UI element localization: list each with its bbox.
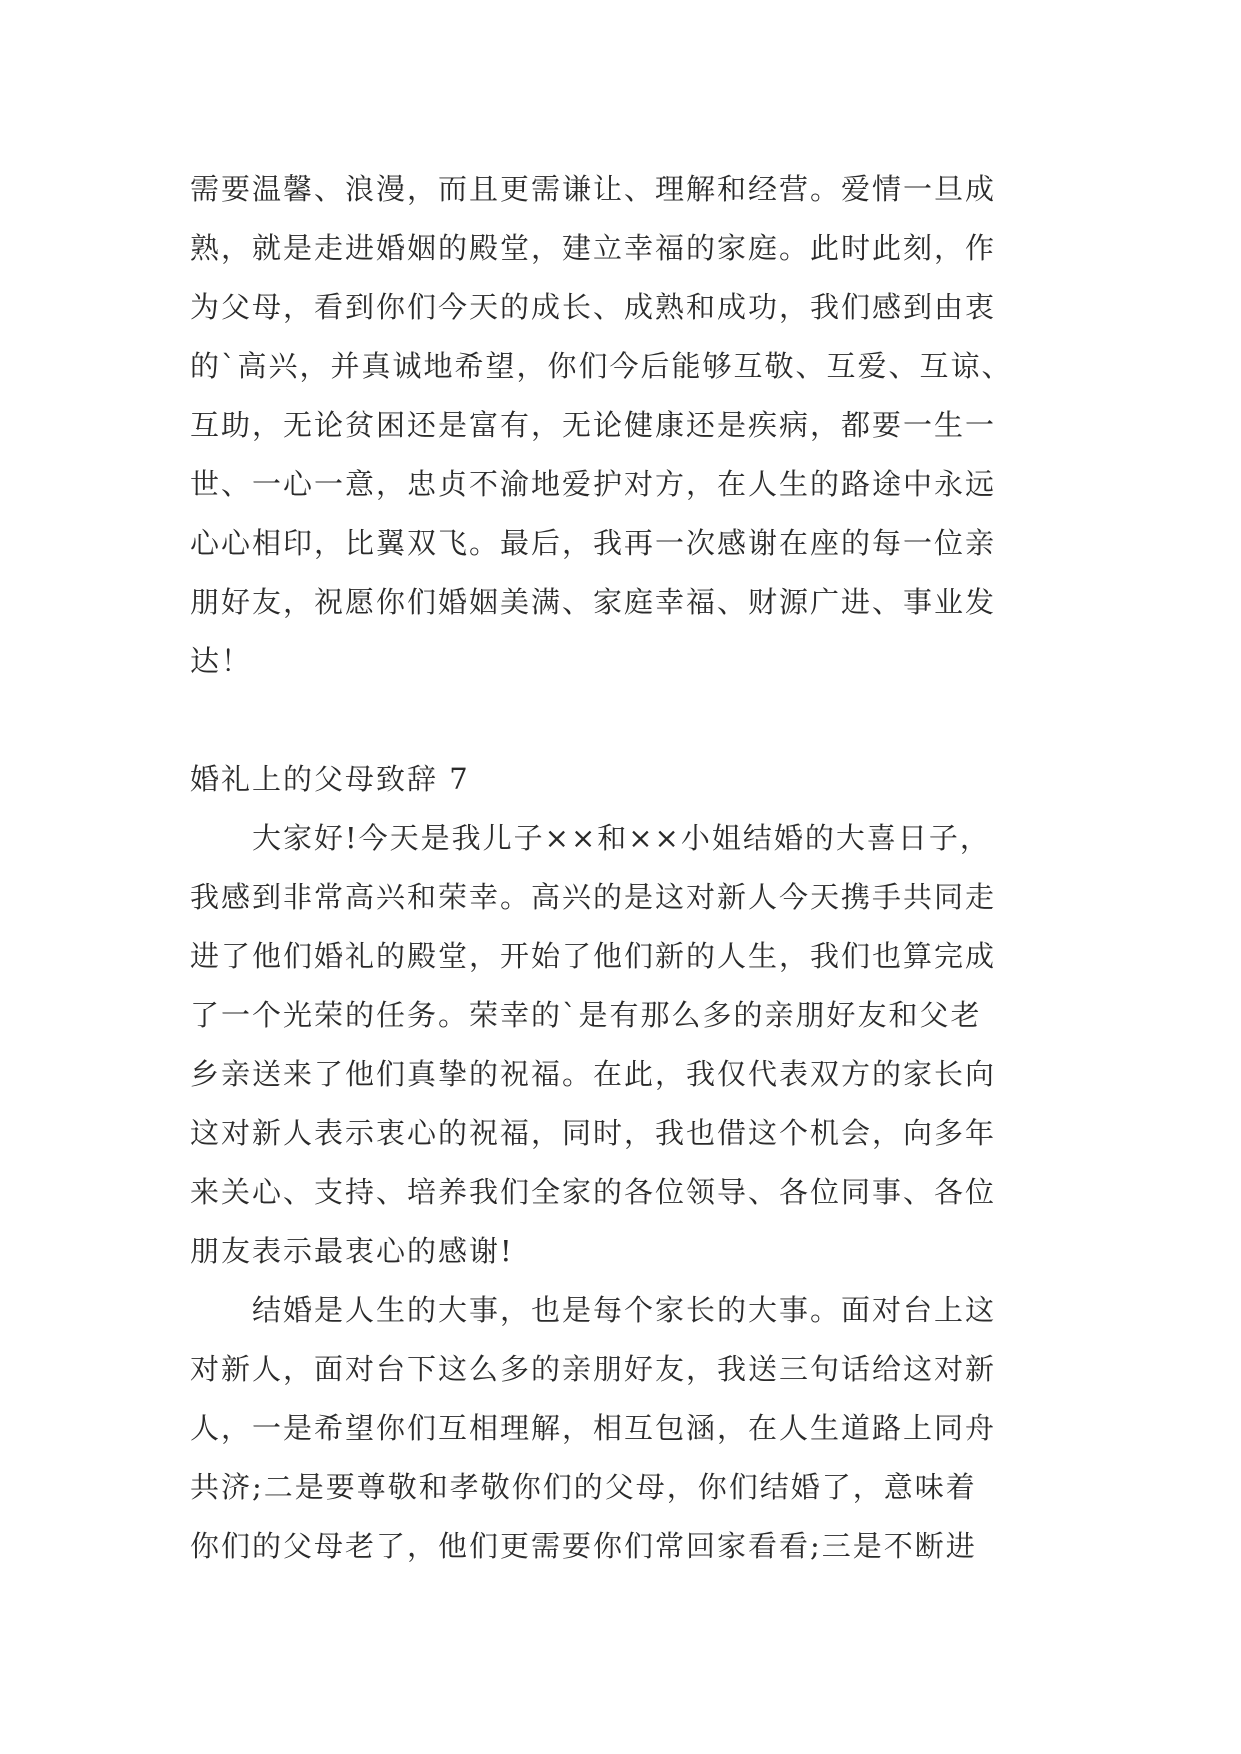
text-line: 结婚是人生的大事，也是每个家长的大事。面对台上这	[190, 1293, 997, 1327]
text-line: 朋友表示最衷心的感谢!	[190, 1234, 514, 1268]
text-line: 需要温馨、浪漫，而且更需谦让、理解和经营。爱情一旦成	[190, 172, 997, 206]
text-line: 达！	[190, 644, 253, 678]
text-line: 大家好!今天是我儿子××和××小姐结婚的大喜日子，	[190, 821, 991, 855]
text-line: 了一个光荣的任务。荣幸的`是有那么多的亲朋好友和父老	[190, 998, 982, 1032]
text-line: 我感到非常高兴和荣幸。高兴的是这对新人今天携手共同走	[190, 880, 997, 914]
continued-paragraph	[190, 160, 1070, 691]
section-title: 婚礼上的父母致辞 7	[190, 762, 470, 796]
text-line: 共济;二是要尊敬和孝敬你们的父母，你们结婚了，意味着	[190, 1470, 977, 1504]
section-body	[190, 809, 1070, 1576]
text-line: 熟，就是走进婚姻的殿堂，建立幸福的家庭。此时此刻，作	[190, 231, 997, 265]
text-line: 的`高兴，并真诚地希望，你们今后能够互敬、互爱、互谅、	[190, 349, 1013, 383]
text-line: 互助，无论贫困还是富有，无论健康还是疾病，都要一生一	[190, 408, 997, 442]
text-line: 进了他们婚礼的殿堂，开始了他们新的人生，我们也算完成	[190, 939, 997, 973]
text-line: 朋好友，祝愿你们婚姻美满、家庭幸福、财源广进、事业发	[190, 585, 997, 619]
text-line: 来关心、支持、培养我们全家的各位领导、各位同事、各位	[190, 1175, 997, 1209]
text-line: 心心相印，比翼双飞。最后，我再一次感谢在座的每一位亲	[190, 526, 997, 560]
text-line: 世、一心一意，忠贞不渝地爱护对方，在人生的路途中永远	[190, 467, 997, 501]
text-line: 你们的父母老了，他们更需要你们常回家看看;三是不断进	[190, 1529, 977, 1563]
text-line: 人，一是希望你们互相理解，相互包涵，在人生道路上同舟	[190, 1411, 997, 1445]
text-line: 这对新人表示衷心的祝福，同时，我也借这个机会，向多年	[190, 1116, 997, 1150]
text-line: 乡亲送来了他们真挚的祝福。在此，我仅代表双方的家长向	[190, 1057, 997, 1091]
text-line: 对新人，面对台下这么多的亲朋好友，我送三句话给这对新	[190, 1352, 997, 1386]
text-line: 为父母，看到你们今天的成长、成熟和成功，我们感到由衷	[190, 290, 997, 324]
